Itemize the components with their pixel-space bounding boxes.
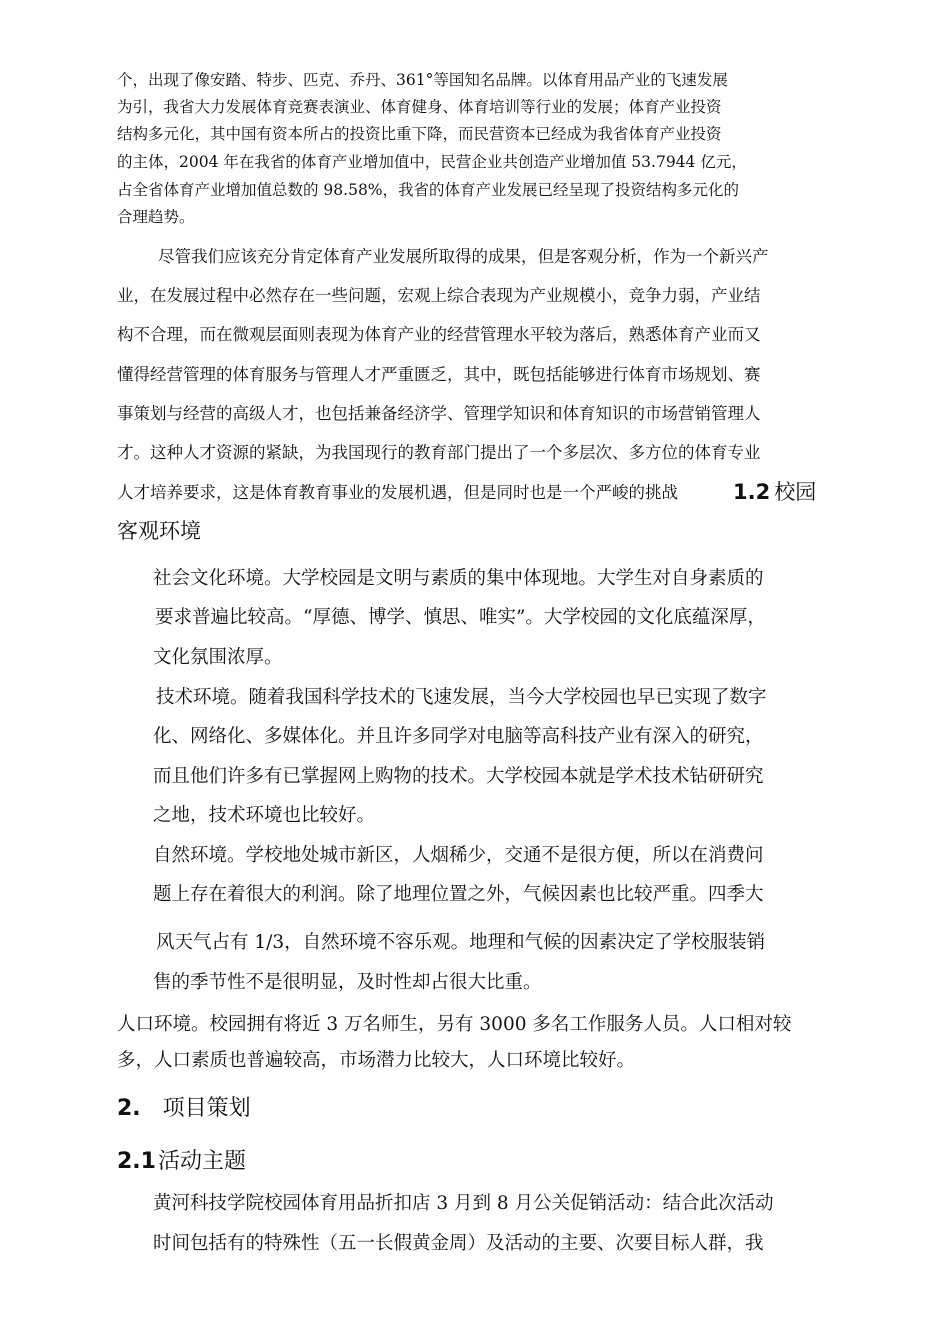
paragraph-line: 化、网络化、多媒体化。并且许多同学对电脑等高科技产业有深入的研究， bbox=[153, 726, 764, 747]
paragraph-line: 懂得经营管理的体育服务与管理人才严重匮乏，其中，既包括能够进行体育市场规划、赛 bbox=[117, 365, 761, 384]
paragraph-line: 黄河科技学院校园体育用品折扣店 3 月到 8 月公关促销活动：结合此次活动 bbox=[153, 1193, 774, 1214]
paragraph-line: 风天气占有 1/3，自然环境不容乐观。地理和气候的因素决定了学校服装销 bbox=[156, 932, 766, 953]
paragraph-line: 自然环境。学校地处城市新区，人烟稀少，交通不是很方便，所以在消费问 bbox=[153, 845, 764, 866]
paragraph-line: 技术环境。随着我国科学技术的飞速发展，当今大学校园也早已实现了数字 bbox=[156, 687, 767, 708]
paragraph-line: 尽管我们应该充分肯定体育产业发展所取得的成果，但是客观分析，作为一个新兴产 bbox=[158, 247, 769, 266]
paragraph-line: 要求普遍比较高。“厚德、博学、慎思、唯实”。大学校园的文化底蕴深厚， bbox=[155, 607, 766, 628]
paragraph-line: 事策划与经营的高级人才，也包括兼备经济学、管理学知识和体育知识的市场营销管理人 bbox=[117, 404, 761, 423]
paragraph-line: 之地，技术环境也比较好。 bbox=[153, 805, 376, 826]
paragraph-line: 的主体，2004 年在我省的体育产业增加值中，民营企业共创造产业增加值 53.7944 亿元， bbox=[117, 153, 747, 171]
section-title-part: 校园 bbox=[774, 480, 817, 504]
section-heading-1-2 bbox=[733, 476, 816, 506]
paragraph-line: 题上存在着很大的利润。除了地理位置之外，气候因素也比较严重。四季大 bbox=[153, 884, 764, 905]
section-number: 2.1 bbox=[117, 1149, 156, 1174]
paragraph-line: 结构多元化，其中国有资本所占的投资比重下降，而民营资本已经成为我省体育产业投资 bbox=[117, 125, 722, 143]
paragraph-line: 人才培养要求，这是体育教育事业的发展机遇，但是同时也是一个严峻的挑战 bbox=[117, 483, 678, 502]
section-number: 2. bbox=[117, 1096, 141, 1121]
paragraph-line: 占全省体育产业增加值总数的 98.58%，我省的体育产业发展已经呈现了投资结构多元化的 bbox=[117, 181, 740, 199]
paragraph-line: 个，出现了像安踏、特步、匹克、乔丹、361°等国知名品牌。以体育用品产业的飞速发展 bbox=[117, 71, 728, 89]
section-title-continued: 客观环境 bbox=[117, 519, 201, 543]
section-heading-2-1 bbox=[117, 1144, 246, 1175]
section-heading-2 bbox=[117, 1091, 251, 1122]
section-number: 1.2 bbox=[733, 480, 771, 504]
paragraph-line: 售的季节性不是很明显，及时性却占很大比重。 bbox=[153, 972, 542, 993]
paragraph-line: 业，在发展过程中必然存在一些问题，宏观上综合表现为产业规模小，竞争力弱，产业结 bbox=[117, 286, 761, 305]
paragraph-line: 构不合理，而在微观层面则表现为体育产业的经营管理水平较为落后，熟悉体育产业而又 bbox=[117, 325, 761, 344]
paragraph-line: 为引，我省大力发展体育竞赛表演业、体育健身、体育培训等行业的发展；体育产业投资 bbox=[117, 98, 722, 116]
section-title: 项目策划 bbox=[162, 1096, 251, 1121]
paragraph-line: 合理趋势。 bbox=[117, 208, 195, 226]
paragraph-line: 社会文化环境。大学校园是文明与素质的集中体现地。大学生对自身素质的 bbox=[153, 568, 764, 589]
paragraph-line: 文化氛围浓厚。 bbox=[153, 647, 283, 668]
paragraph-line: 人口环境。校园拥有将近 3 万名师生，另有 3000 多名工作服务人员。人口相对较 bbox=[117, 1014, 792, 1035]
paragraph-line: 而且他们许多有已掌握网上购物的技术。大学校园本就是学术技术钻研研究 bbox=[153, 766, 764, 787]
paragraph-line: 时间包括有的特殊性（五一长假黄金周）及活动的主要、次要目标人群，我 bbox=[153, 1233, 764, 1254]
paragraph-line: 才。这种人才资源的紧缺，为我国现行的教育部门提出了一个多层次、多方位的体育专业 bbox=[117, 443, 761, 462]
paragraph-line: 多，人口素质也普遍较高，市场潜力比较大，人口环境比较好。 bbox=[117, 1050, 636, 1071]
section-title: 活动主题 bbox=[157, 1149, 246, 1174]
